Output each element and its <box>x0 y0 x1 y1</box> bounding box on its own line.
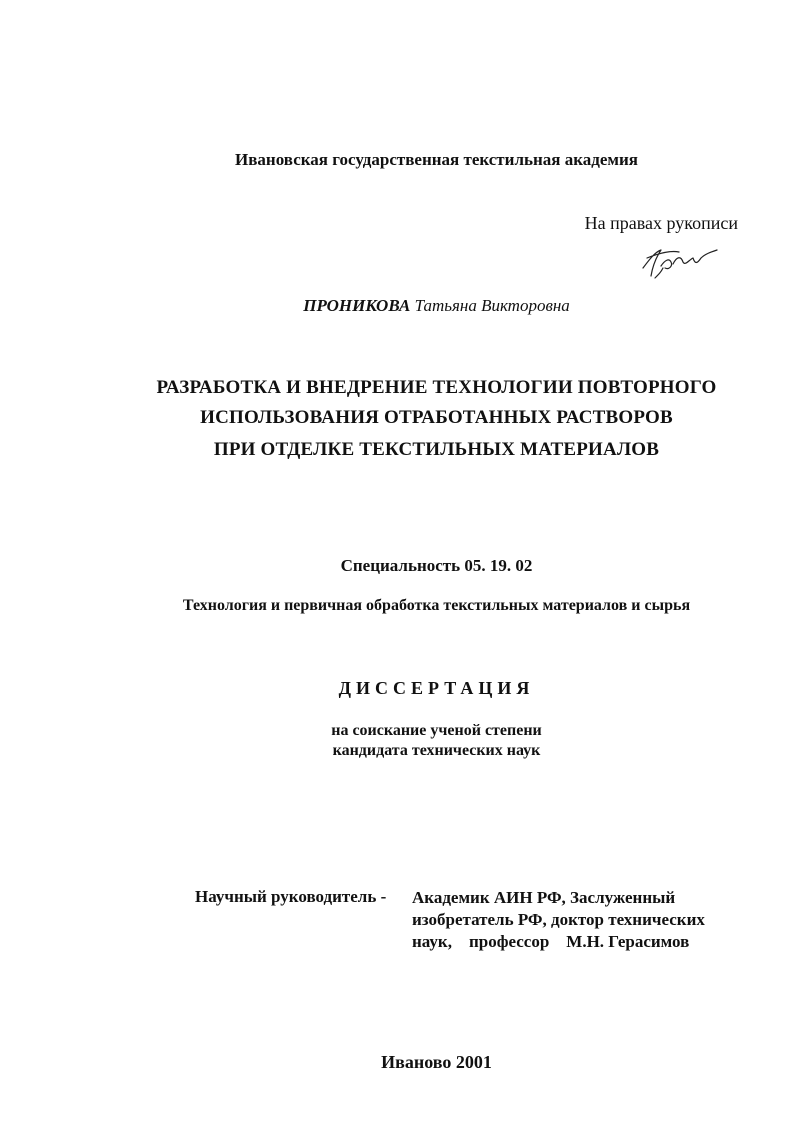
degree-line-1: на соискание ученой степени <box>331 722 542 739</box>
specialty-code: Специальность 05. 19. 02 <box>340 556 533 575</box>
supervisor-info-line-3: наук, профессор М.Н. Герасимов <box>412 932 690 951</box>
author-name <box>40 296 793 316</box>
author-surname: ПРОНИКОВА <box>303 296 411 315</box>
document-type: ДИССЕРТАЦИЯ <box>338 678 535 698</box>
thesis-title-line-2: ИСПОЛЬЗОВАНИЯ ОТРАБОТАННЫХ РАСТВОРОВ <box>200 407 673 428</box>
author-signature <box>635 238 725 284</box>
city-and-year: Иваново 2001 <box>381 1052 492 1072</box>
supervisor-label: Научный руководитель - <box>195 887 387 906</box>
supervisor-info-line-2: изобретатель РФ, доктор технических <box>412 910 705 929</box>
degree-line-2: кандидата технических наук <box>332 742 541 759</box>
rights-note: На правах рукописи <box>584 213 738 233</box>
author-given-names: Татьяна Викторовна <box>414 296 570 315</box>
institution-name: Ивановская государственная текстильная академия <box>235 150 638 169</box>
specialty-description: Технология и первичная обработка текстильных материалов и сырья <box>182 597 691 614</box>
supervisor-info <box>412 887 705 953</box>
thesis-title-line-1: РАЗРАБОТКА И ВНЕДРЕНИЕ ТЕХНОЛОГИИ ПОВТОРНОГО <box>156 377 717 398</box>
thesis-title-line-3: ПРИ ОТДЕЛКЕ ТЕКСТИЛЬНЫХ МАТЕРИАЛОВ <box>213 439 660 460</box>
supervisor-info-line-1: Академик АИН РФ, Заслуженный <box>412 888 676 907</box>
